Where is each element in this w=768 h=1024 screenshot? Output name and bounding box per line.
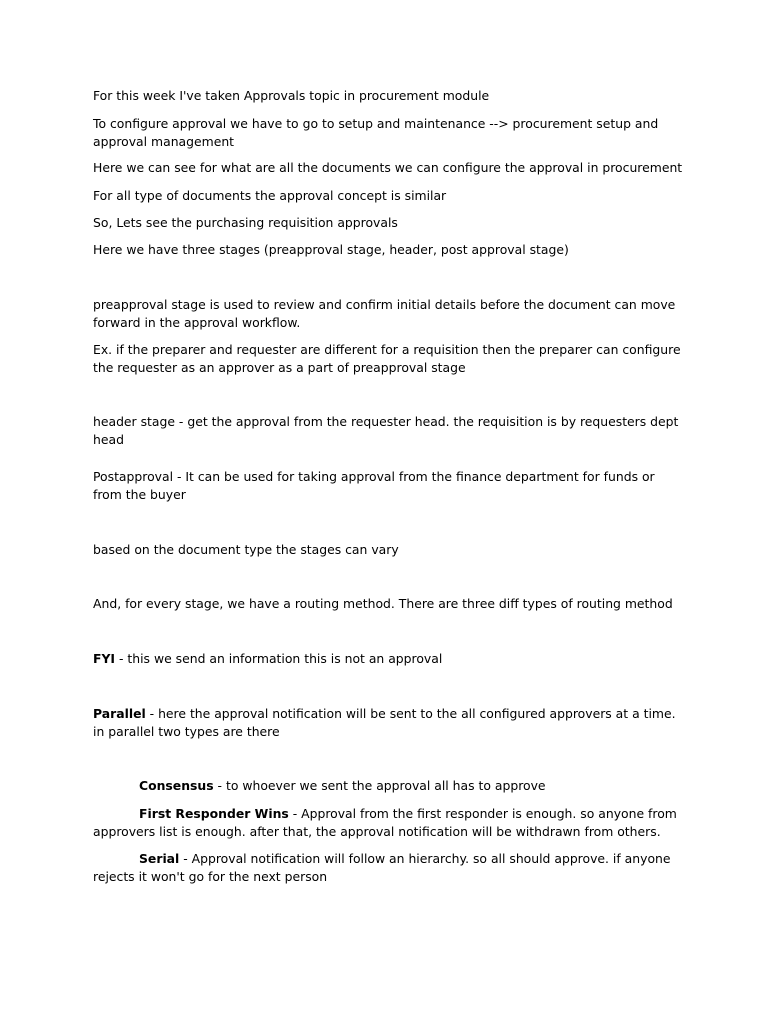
paragraph: So, Lets see the purchasing requisition approvals: [93, 215, 398, 230]
fyi-term: FYI: [93, 651, 116, 666]
paragraph: For all type of documents the approval concept is similar: [93, 188, 447, 203]
parallel-term: Parallel: [93, 706, 146, 721]
paragraph: Ex. if the preparer and requester are different for a requisition then the preparer can configure the requester as an approver as a part of preapproval stage: [93, 342, 681, 375]
fyi-paragraph: [93, 650, 683, 668]
paragraph: For this week I've taken Approvals topic in procurement module: [93, 88, 490, 103]
paragraph: Here we can see for what are all the documents we can configure the approval in procurement: [93, 160, 683, 175]
first-responder-paragraph: [93, 805, 683, 840]
first-responder-term: First Responder Wins: [139, 806, 289, 821]
paragraph: Here we have three stages (preapproval stage, header, post approval stage): [93, 242, 569, 257]
paragraph: preapproval stage is used to review and confirm initial details before the document can move forward in the approval workflow.: [93, 297, 676, 330]
serial-text: - Approval notification will follow an hierarchy. so all should approve. if anyone rejects it won't go for the next person: [93, 851, 671, 884]
paragraph: Postapproval - It can be used for taking approval from the finance department for funds or from the buyer: [93, 469, 655, 502]
serial-paragraph: [93, 850, 683, 885]
consensus-text: - to whoever we sent the approval all has to approve: [213, 778, 546, 793]
paragraph: header stage - get the approval from the requester head. the requisition is by requesters dept head: [93, 414, 679, 447]
paragraph: To configure approval we have to go to setup and maintenance --> procurement setup and approval management: [93, 116, 659, 149]
paragraph: And, for every stage, we have a routing method. There are three diff types of routing method: [93, 596, 673, 611]
parallel-text: - here the approval notification will be sent to the all configured approvers at a time. in parallel two types are there: [93, 706, 676, 739]
paragraph: based on the document type the stages can vary: [93, 542, 399, 557]
consensus-term: Consensus: [139, 778, 214, 793]
consensus-paragraph: [93, 777, 683, 795]
first-responder-text: - Approval from the first responder is enough. so anyone from approvers list is enough. after that, the approval notification will be withdrawn from others.: [93, 806, 677, 839]
parallel-paragraph: [93, 705, 683, 740]
fyi-text: - this we send an information this is not an approval: [115, 651, 443, 666]
serial-term: Serial: [139, 851, 180, 866]
